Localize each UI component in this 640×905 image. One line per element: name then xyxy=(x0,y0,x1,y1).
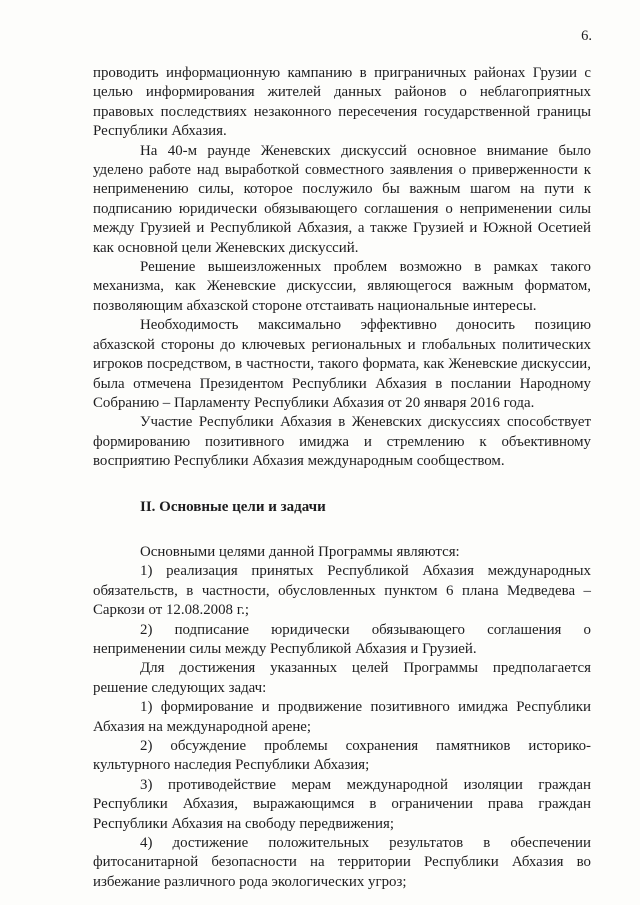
paragraph-continuation: проводить информационную кампанию в приграничных районах Грузии с целью информирования жителей данных районов о неблагоприятных правовых последствиях незаконного пересечения государственной границы Республики Абхазия. xyxy=(93,65,591,140)
goals-intro: Основными целями данной Программы являются: xyxy=(140,543,460,560)
task-item-2: 2) обсуждение проблемы сохранения памятников историко-культурного наследия Республики Абхазия; xyxy=(93,738,591,774)
task-item-1: 1) формирование и продвижение позитивного имиджа Республики Абхазия на международной арене; xyxy=(93,699,591,735)
document-body xyxy=(93,64,591,892)
goal-item-2: 2) подписание юридически обязывающего соглашения о неприменении силы между Республикой Абхазия и Грузией. xyxy=(93,621,591,657)
paragraph-geneva-40th-round: На 40-м раунде Женевских дискуссий основное внимание было уделено работе над выработкой совместного заявления о приверженности к неприменению силы, которое послужило бы важным шагом на пути к подписанию юридически обязывающего соглашения о неприменении силы между Грузией и Республикой Абхазия, а также Грузией и Южной Осетией как основной цели Женевских дискуссий. xyxy=(93,142,591,256)
task-item-3: 3) противодействие мерам международной изоляции граждан Республики Абхазия, выражающимся в ограничении права граждан Республики Абхазия на свободу передвижения; xyxy=(93,776,591,832)
task-item-4: 4) достижение положительных результатов в обеспечении фитосанитарной безопасности на территории Республики Абхазия во избежание различного рода экологических угроз; xyxy=(93,835,591,890)
tasks-intro: Для достижения указанных целей Программы предполагается решение следующих задач: xyxy=(93,660,591,696)
section-heading: II. Основные цели и задачи xyxy=(140,498,326,515)
paragraph-necessity: Необходимость максимально эффективно доносить позицию абхазской стороны до ключевых региональных и глобальных политических игроков посредством, в частности, такого формата, как Женевские дискуссии, была отмечена Президентом Республики Абхазия в послании Народному Собранию – Парламенту Республики Абхазия от 20 января 2016 года. xyxy=(93,317,591,411)
goal-item-1: 1) реализация принятых Республикой Абхазия международных обязательств, в частности, обусловленных пунктом 6 плана Медведева – Саркози от 12.08.2008 г.; xyxy=(93,563,591,619)
paragraph-participation: Участие Республики Абхазия в Женевских дискуссиях способствует формированию позитивного имиджа и стремлению к объективному восприятию Республики Абхазия международным сообществом. xyxy=(93,414,591,470)
paragraph-solution-mechanism: Решение вышеизложенных проблем возможно в рамках такого механизма, как Женевские дискуссии, являющегося важным форматом, позволяющим абхазской стороне отстаивать национальные интересы. xyxy=(93,259,591,314)
page-number: 6. xyxy=(581,28,592,44)
